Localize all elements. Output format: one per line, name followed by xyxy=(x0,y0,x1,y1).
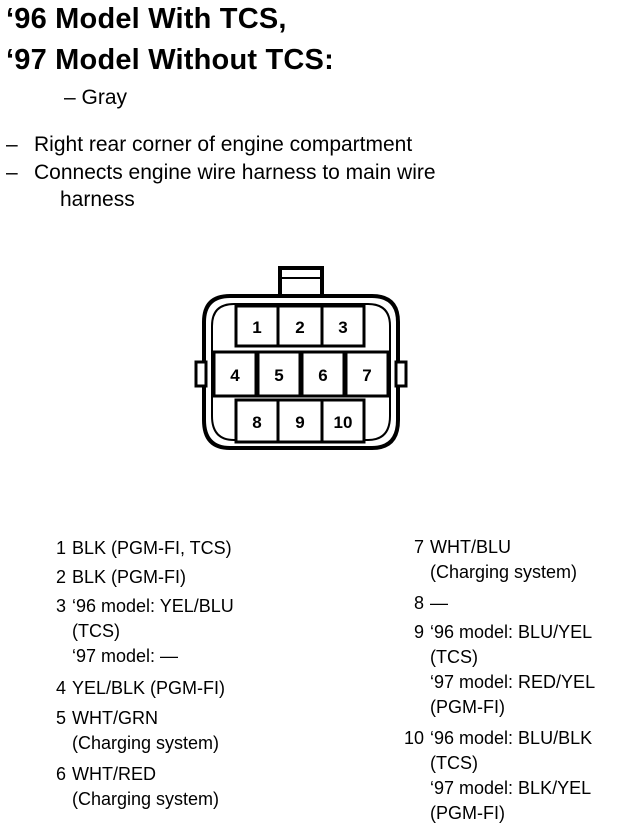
title-line-1: ‘96 Model With TCS, xyxy=(6,3,287,35)
pin-wire-alt-note: (PGM-FI) xyxy=(430,697,505,717)
note-dash: – xyxy=(6,133,18,156)
pin-entry-1 xyxy=(55,536,232,561)
title-line-2: ‘97 Model Without TCS: xyxy=(6,44,334,76)
note-location-text: Right rear corner of engine compartment xyxy=(34,133,413,156)
note-connects xyxy=(6,158,436,188)
pin-number: 2 xyxy=(55,567,66,587)
connector-face-diagram xyxy=(190,262,420,458)
note-dash: – xyxy=(6,161,18,184)
pin-number: 1 xyxy=(55,538,66,558)
pin-wire: BLK (PGM-FI, TCS) xyxy=(72,538,232,558)
pin-wire: — xyxy=(430,593,448,613)
note-connects-continued: harness xyxy=(60,188,135,211)
pin-wire-note: (Charging system) xyxy=(430,562,578,582)
pin-wire: WHT/BLU xyxy=(430,537,511,557)
pin-label-8: 8 xyxy=(252,413,262,432)
pin-wire-note: (TCS) xyxy=(430,647,478,667)
pin-wire-note: (Charging system) xyxy=(72,789,220,809)
pin-entry-9 xyxy=(413,620,596,720)
pin-number: 5 xyxy=(55,708,66,728)
pin-entry-10 xyxy=(403,726,593,826)
connector-side-tab-left xyxy=(196,362,206,386)
pin-wire: ‘96 model: BLU/YEL xyxy=(430,622,593,642)
pin-label-10: 10 xyxy=(333,413,353,432)
pin-label-4: 4 xyxy=(230,366,240,385)
pin-label-5: 5 xyxy=(274,366,284,385)
pin-wire-note: (TCS) xyxy=(430,753,478,773)
pin-entry-2 xyxy=(55,565,187,590)
pin-wire: WHT/GRN xyxy=(72,708,158,728)
pin-number: 3 xyxy=(55,596,66,616)
pin-wire-note: (Charging system) xyxy=(72,733,220,753)
pin-wire: WHT/RED xyxy=(72,764,156,784)
pin-entry-5 xyxy=(55,706,220,756)
note-location xyxy=(6,130,412,160)
pin-wire: ‘96 model: YEL/BLU xyxy=(72,596,234,616)
pin-label-1: 1 xyxy=(252,318,262,337)
connector-side-tab-right xyxy=(396,362,406,386)
pin-number: 10 xyxy=(403,728,424,748)
pin-entry-8 xyxy=(413,591,448,616)
pin-wire-alt: ‘97 model: BLK/YEL xyxy=(430,778,592,798)
pin-entry-4 xyxy=(55,676,226,701)
pin-wire: YEL/BLK (PGM-FI) xyxy=(72,678,226,698)
pin-number: 6 xyxy=(55,764,66,784)
pin-label-6: 6 xyxy=(318,366,328,385)
pin-entry-3 xyxy=(55,594,234,669)
pin-wire-alt: ‘97 model: — xyxy=(72,646,179,666)
pin-wire: ‘96 model: BLU/BLK xyxy=(430,728,593,748)
pin-wire-note: (TCS) xyxy=(72,621,120,641)
pin-label-2: 2 xyxy=(295,318,305,337)
pin-entry-6 xyxy=(55,762,220,812)
pin-label-3: 3 xyxy=(338,318,348,337)
pin-wire: BLK (PGM-FI) xyxy=(72,567,187,587)
pin-wire-alt: ‘97 model: RED/YEL xyxy=(430,672,596,692)
note-connects-text: Connects engine wire harness to main wire xyxy=(34,161,436,184)
pin-number: 7 xyxy=(413,537,424,557)
pin-label-7: 7 xyxy=(362,366,372,385)
pin-label-9: 9 xyxy=(295,413,305,432)
pin-wire-alt-note: (PGM-FI) xyxy=(430,803,505,823)
connector-color: – Gray xyxy=(64,86,128,109)
pin-number: 4 xyxy=(55,678,66,698)
pin-number: 9 xyxy=(413,622,424,642)
pin-entry-7 xyxy=(413,535,578,585)
pin-number: 8 xyxy=(413,593,424,613)
